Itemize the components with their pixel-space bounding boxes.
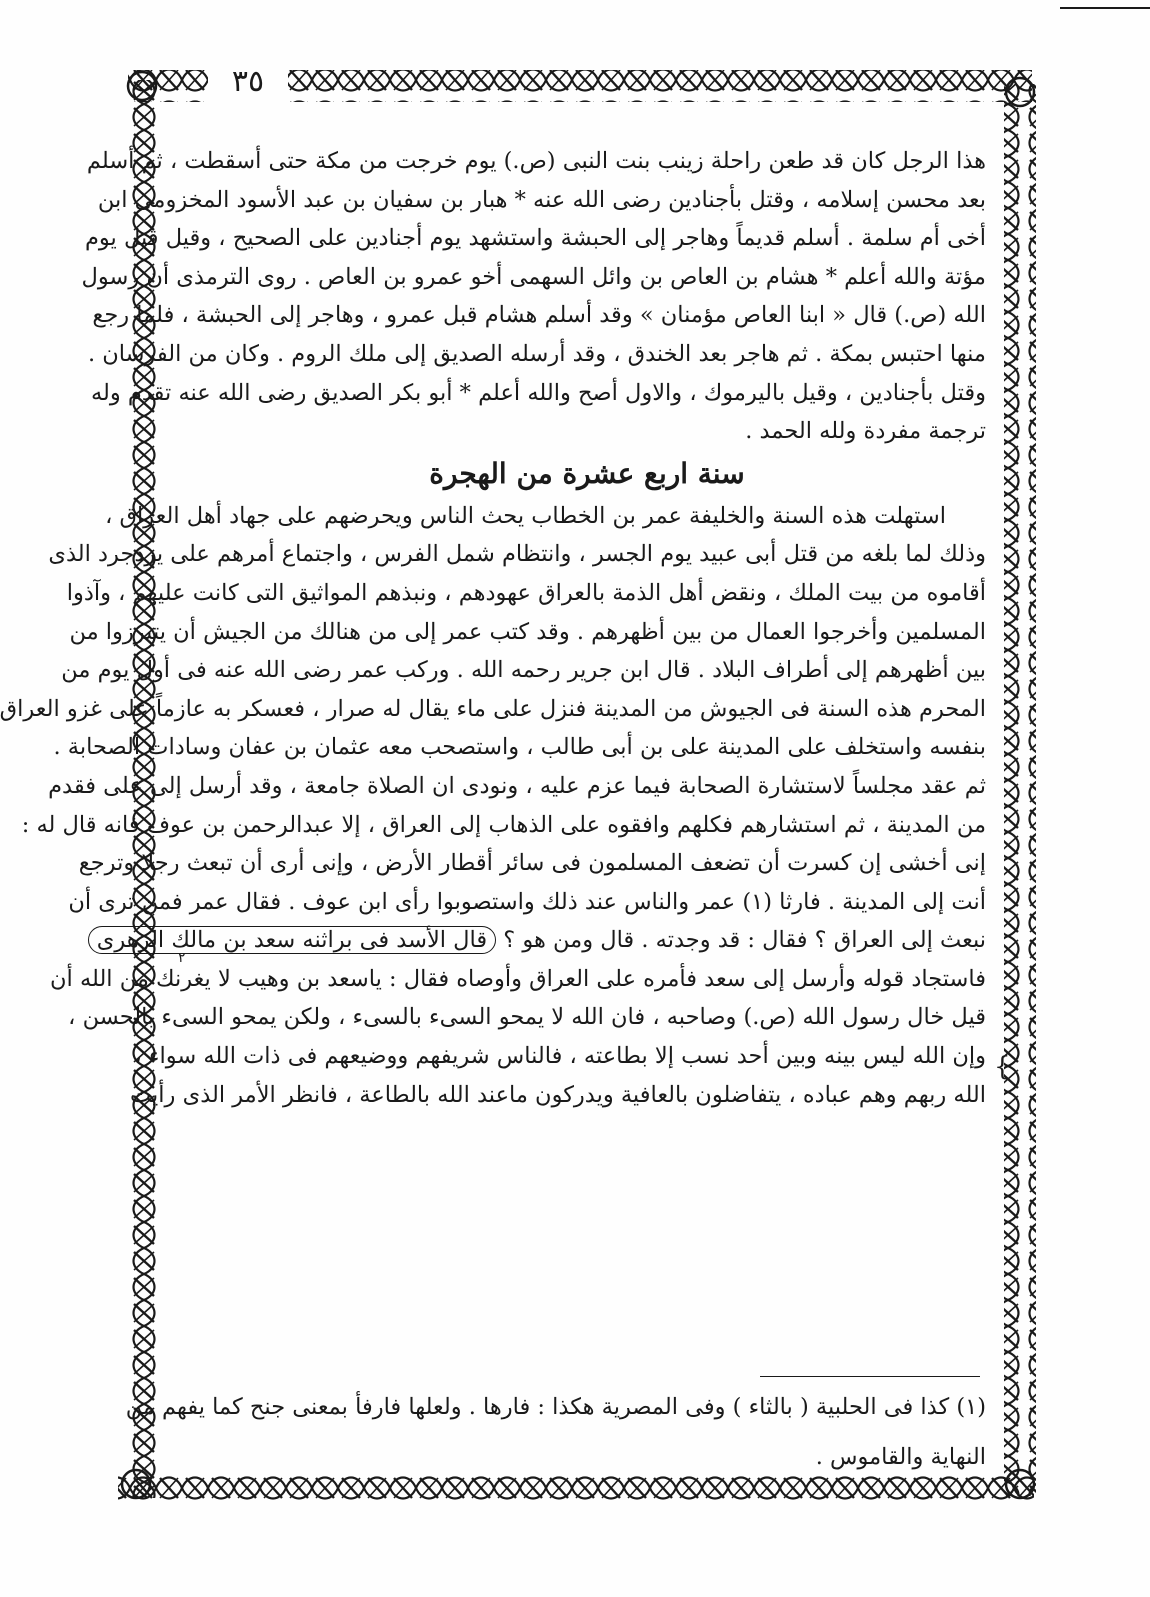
footnote-line: النهاية والقاموس . bbox=[815, 1444, 986, 1470]
text-line: منها احتبس بمكة . ثم هاجر بعد الخندق ، وقد أرسله الصديق إلى ملك الروم . وكان من الفرسان . bbox=[87, 340, 986, 367]
footnotes bbox=[125, 1382, 986, 1482]
text-line: مؤتة والله أعلم * هشام بن العاص بن وائل السهمى أخو عمرو بن العاص . روى الترمذى أن رسول bbox=[81, 263, 986, 290]
text-line: هذا الرجل كان قد طعن راحلة زينب بنت النبى (ص.) يوم خرجت من مكة حتى أسقطت ، ثم أسلم bbox=[86, 148, 986, 174]
footnote-line: (١) كذا فى الحلبية ( بالثاء ) وفى المصرية هكذا : فارها . ولعلها فارفأ بمعنى جنح كما يفهم من bbox=[125, 1394, 986, 1420]
text-line: الله ربهم وهم عباده ، يتفاضلون بالعافية ويدركون ماعند الله بالطاعة ، فانظر الأمر الذى رأيت bbox=[129, 1081, 986, 1108]
circled-phrase: قال الأسد فى براثنه سعد بن مالك الزهرى bbox=[88, 926, 496, 954]
section-heading: سنة اربع عشرة من الهجرة bbox=[429, 456, 745, 490]
text-line: فاستجاد قوله وأرسل إلى سعد فأمره على العراق وأوصاه فقال : ياسعد بن وهيب لا يغرنك من الله أن bbox=[50, 965, 986, 992]
text-line: بين أظهرهم إلى أطراف البلاد . قال ابن جرير رحمه الله . وركب عمر رضى الله عنه فى أول يوم من bbox=[61, 657, 986, 684]
text-line: من المدينة ، ثم استشارهم فكلهم وافقوه على الذهاب إلى العراق ، إلا عبدالرحمن بن عوف فانه قال له : bbox=[21, 811, 986, 838]
text-line: وذلك لما بلغه من قتل أبى عبيد يوم الجسر ، وانتظام شمل الفرس ، واجتماع أمرهم على يزدجرد الذى bbox=[48, 541, 986, 568]
text-line: المسلمين وأخرجوا العمال من بين أظهرهم . وقد كتب عمر إلى من هنالك من الجيش أن يتبرزوا من bbox=[69, 618, 986, 645]
margin-small-mark: ٢ bbox=[178, 950, 186, 966]
page-number: ٣٥ bbox=[208, 62, 288, 102]
text-line: أنت إلى المدينة . فارثا (١) عمر والناس عند ذلك واستصوبوا رأى ابن عوف . فقال عمر فمن ترى أن bbox=[68, 888, 986, 915]
text-line: وقتل بأجنادين ، وقيل باليرموك ، والاول أصح والله أعلم * أبو بكر الصديق رضى الله عنه تقدم وله bbox=[90, 379, 986, 406]
text-line: استهلت هذه السنة والخليفة عمر بن الخطاب يحث الناس ويحرضهم على جهاد أهل العراق ، bbox=[105, 502, 946, 529]
text-line: بنفسه واستخلف على المدينة على بن أبى طالب ، واستصحب معه عثمان بن عفان وسادات الصحابة . bbox=[53, 734, 986, 761]
text-line: ترجمة مفردة ولله الحمد . bbox=[745, 418, 986, 445]
text-line: المحرم هذه السنة فى الجيوش من المدينة فنزل على ماء يقال له صرار ، فعسكر به عازماً على غزو العراق bbox=[0, 695, 986, 722]
text-line: بعد محسن إسلامه ، وقتل بأجنادين رضى الله عنه * هبار بن سفيان بن عبد الأسود المخزومى ابن bbox=[97, 186, 986, 213]
text-line: قيل خال رسول الله (ص.) وصاحبه ، فان الله لا يمحو السىء بالسىء ، ولكن يمحو السىء بالحسن ، bbox=[68, 1004, 986, 1031]
text-line: أخى أم سلمة . أسلم قديماً وهاجر إلى الحبشة واستشهد يوم أجنادين على الصحيح ، وقيل قتل يوم bbox=[85, 225, 986, 252]
margin-bracket-mark: { bbox=[994, 1052, 1011, 1082]
text-line: إنى أخشى إن كسرت أن تضعف المسلمون فى سائر أقطار الأرض ، وإنى أرى أن تبعث رجلا وترجع bbox=[78, 850, 986, 877]
text-line: وإن الله ليس بينه وبين أحد نسب إلا بطاعته ، فالناس شريفهم ووضيعهم فى ذات الله سواء ، bbox=[134, 1043, 986, 1070]
text-line: الله (ص.) قال « ابنا العاص مؤمنان » وقد أسلم هشام قبل عمرو ، وهاجر إلى الحبشة ، فلما رجع bbox=[92, 302, 986, 329]
frame-right bbox=[1004, 84, 1036, 1496]
footnote-separator bbox=[760, 1376, 980, 1377]
text-fragment: نبعث إلى العراق ؟ فقال : قد وجدته . قال ومن هو ؟ bbox=[503, 927, 986, 954]
text-line: أقاموه من بيت الملك ، ونقض أهل الذمة بالعراق عهودهم ، ونبذهم المواثيق التى كانت عليهم ، وآذوا bbox=[66, 579, 986, 606]
text-line: ثم عقد مجلساً لاستشارة الصحابة فيما عزم عليه ، ونودى ان الصلاة جامعة ، وقد أرسل إلى على فقدم bbox=[48, 772, 986, 799]
text-line-with-circled-phrase bbox=[96, 921, 986, 960]
main-text bbox=[0, 142, 986, 1114]
